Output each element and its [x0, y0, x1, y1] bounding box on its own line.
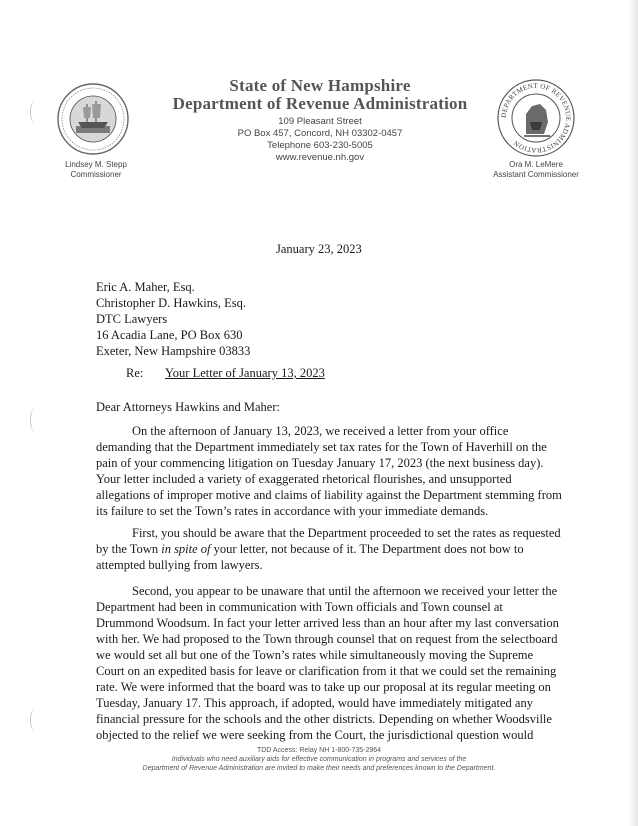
letterhead-phone: Telephone 603-230-5005: [267, 140, 373, 151]
paragraph-3: [96, 583, 559, 743]
letterhead-website: www.revenue.nh.gov: [275, 152, 365, 163]
commissioner-name: Lindsey M. Stepp: [65, 160, 127, 169]
assistant-commissioner-title: Assistant Commissioner: [493, 170, 579, 179]
letterhead-address: [200, 116, 440, 164]
punch-hole-mark: [30, 708, 41, 732]
paragraph-line: Drummond Woodsum. In fact your letter arrived less than an hour after my last conversation: [96, 616, 559, 630]
letterhead-street: 109 Pleasant Street: [278, 116, 362, 127]
letterhead-state: State of New Hampshire: [229, 76, 411, 95]
paragraph-line: Your letter included a variety of exaggerated rhetorical flourishes, and unsupported: [96, 472, 512, 486]
commissioner-block: [36, 160, 156, 180]
paragraph-line: Tuesday, January 17. This approach, if adopted, would have immediately mitigated any: [96, 696, 533, 710]
paragraph-line: its failure to set the Town’s rates in accordance with your immediate demands.: [96, 504, 489, 518]
paragraph-line: On the afternoon of January 13, 2023, we received a letter from your office: [132, 424, 509, 438]
paragraph-line: attempted bullying from lawyers.: [96, 558, 263, 572]
re-label: Re:: [126, 366, 144, 380]
addressee-line: DTC Lawyers: [96, 312, 168, 326]
paragraph-text: your letter, not because of it. The Department does not bow to: [210, 542, 524, 556]
paragraph-line: pain of your commencing litigation on Tuesday January 17, 2023 (the next business day).: [96, 456, 544, 470]
re-subject: Your Letter of January 13, 2023: [165, 366, 325, 380]
addressee-line: Christopher D. Hawkins, Esq.: [96, 296, 246, 310]
paragraph-line: Department had been in communication with Town officials and Town counsel at: [96, 600, 503, 614]
addressee-line: 16 Acadia Lane, PO Box 630: [96, 328, 243, 342]
addressee-block: [96, 279, 250, 359]
paragraph-line: allegations of improper motive and claims of liability against the Department stemming from: [96, 488, 562, 502]
paragraph-2: [96, 525, 561, 573]
paragraph-line: rate. We were informed that the board was to take up our proposal at its regular meeting on: [96, 680, 551, 694]
assistant-commissioner-block: [476, 160, 596, 180]
paragraph-line: demanding that the Department immediately set tax rates for the Town of Haverhill on the: [96, 440, 547, 454]
paragraph-line: financial pressure for the schools and the other districts. Depending on whether Woodsville: [96, 712, 552, 726]
footer-notice-line: Department of Revenue Administration are invited to make their needs and preferences known to the Department.: [142, 765, 496, 772]
salutation: Dear Attorneys Hawkins and Maher:: [96, 400, 280, 414]
punch-hole-mark: [30, 100, 41, 124]
letterhead-department: Department of Revenue Administration: [172, 94, 468, 113]
letterhead-po-box: PO Box 457, Concord, NH 03302-0457: [237, 128, 403, 139]
paragraph-line: Court on an expedited basis for leave or clarification from it that we could set the remaining: [96, 664, 557, 678]
addressee-line: Exeter, New Hampshire 03833: [96, 344, 251, 358]
italic-phrase: in spite of: [161, 542, 211, 556]
paragraph-line: First, you should be aware that the Department proceeded to set the rates as requested: [132, 526, 561, 540]
page-edge-shadow: [628, 0, 638, 826]
department-seal-icon: [496, 78, 576, 158]
state-seal-icon: [56, 82, 130, 156]
paragraph-line: objected to the relief we were seeking from the Court, the jurisdictional question would: [96, 728, 534, 742]
seal-ring-text: DEPARTMENT OF REVENUE ADMINISTRATION: [499, 81, 573, 155]
paragraph-line: we would set all but one of the Town’s rates while simultaneously moving the Supreme: [96, 648, 534, 662]
punch-hole-mark: [30, 408, 41, 432]
paragraph-text: by the Town: [96, 542, 162, 556]
paragraph-line: [96, 541, 546, 557]
paragraph-line: Second, you appear to be unaware that until the afternoon we received your letter the: [132, 584, 558, 598]
commissioner-title: Commissioner: [70, 170, 122, 179]
paragraph-1: [96, 423, 562, 519]
tdd-access: TDD Access: Relay NH 1-800-735-2964: [256, 747, 382, 754]
paragraph-line: with her. We had proposed to the Town through counsel that on request from the selectboard: [96, 632, 558, 646]
assistant-commissioner-name: Ora M. LeMere: [509, 160, 563, 169]
addressee-line: Eric A. Maher, Esq.: [96, 280, 195, 294]
footer-notice-line: Individuals who need auxiliary aids for effective communication in programs and services of the: [171, 756, 467, 763]
letter-date: January 23, 2023: [276, 242, 362, 256]
accessibility-footer: [100, 746, 538, 773]
